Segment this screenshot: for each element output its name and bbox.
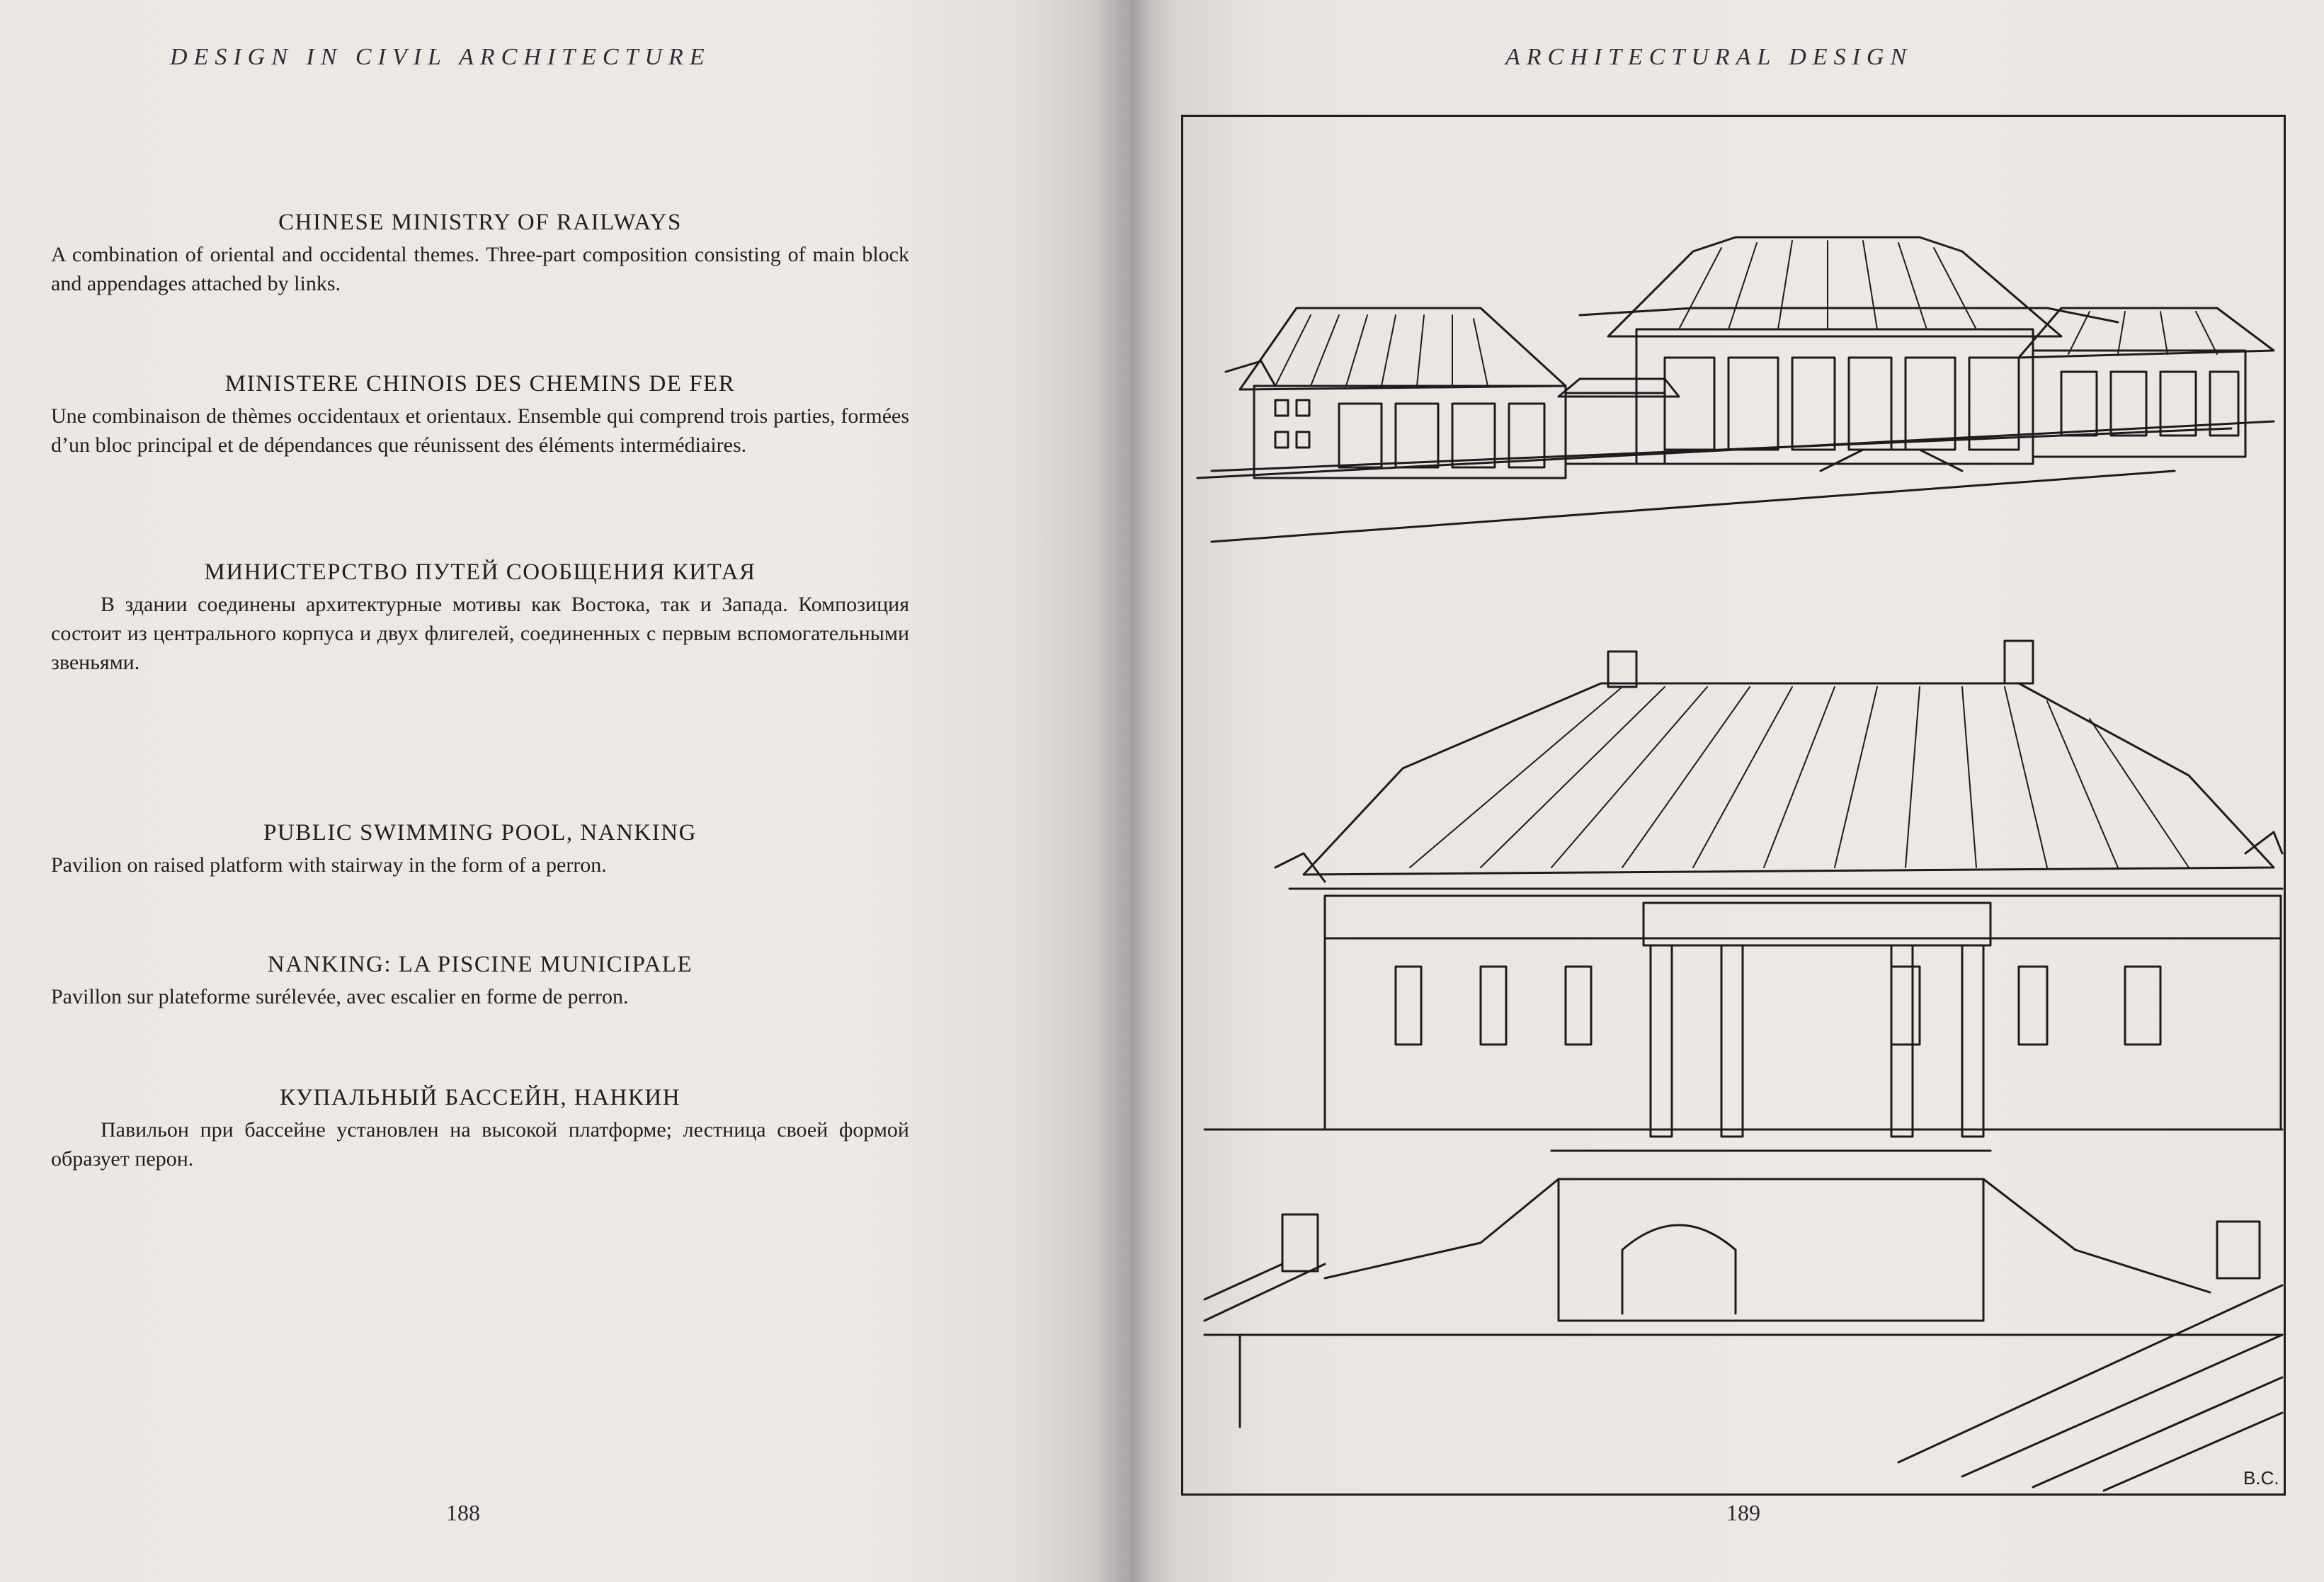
book-spine-shadow — [1090, 0, 1175, 1582]
section-text: Pavilion on raised platform with stairway in the form of a perron. — [51, 853, 607, 877]
section-title: PUBLIC SWIMMING POOL, NANKING — [263, 820, 697, 846]
section-pool-en — [51, 820, 909, 880]
swimming-pool-pavilion-drawing — [1204, 641, 2282, 1491]
section-title: МИНИСТЕРСТВО ПУТЕЙ СООБЩЕНИЯ КИТАЯ — [204, 559, 756, 585]
section-title: КУПАЛЬНЫЙ БАССЕЙН, НАНКИН — [279, 1085, 681, 1110]
section-pool-fr — [51, 952, 909, 1011]
section-text: Une combinaison de thèmes occidentaux et orientaux. Ensemble qui comprend trois parties, formées d’un bloc principal et de dépendances que réunissent des éléments intermédiaires. — [51, 404, 909, 457]
illustration-frame — [1181, 115, 2286, 1496]
section-title: NANKING: LA PISCINE MUNICIPALE — [267, 952, 693, 977]
section-railways-en — [51, 210, 909, 298]
right-page-number: 189 — [1726, 1500, 1760, 1525]
section-text: Pavillon sur plateforme surélevée, avec escalier en forme de perron. — [51, 985, 629, 1008]
right-running-head: ARCHITECTURAL DESIGN — [1505, 44, 1913, 70]
section-text: Павильон при бассейне установлен на высокой платформе; лестница своей формой образует перон. — [51, 1118, 909, 1171]
left-page-number: 188 — [446, 1500, 480, 1525]
section-railways-fr — [51, 371, 909, 460]
artist-signature: B.C. — [2243, 1467, 2279, 1489]
section-pool-ru — [51, 1085, 909, 1173]
section-text: В здании соединены архитектурные мотивы как Востока, так и Запада. Композиция состоит из центрального корпуса и двух флигелей, соединенных с первым вспомогательными звеньями. — [51, 593, 909, 674]
section-text: A combination of oriental and occidental themes. Three-part composition consisting of main block and appendages attached by links. — [51, 243, 909, 295]
left-running-head: DESIGN IN CIVIL ARCHITECTURE — [170, 44, 711, 70]
ministry-of-railways-drawing — [1197, 237, 2274, 542]
architectural-drawings — [1183, 117, 2284, 1493]
section-title: MINISTERE CHINOIS DES CHEMINS DE FER — [224, 371, 736, 397]
section-railways-ru — [51, 559, 909, 677]
section-title: CHINESE MINISTRY OF RAILWAYS — [278, 210, 682, 235]
